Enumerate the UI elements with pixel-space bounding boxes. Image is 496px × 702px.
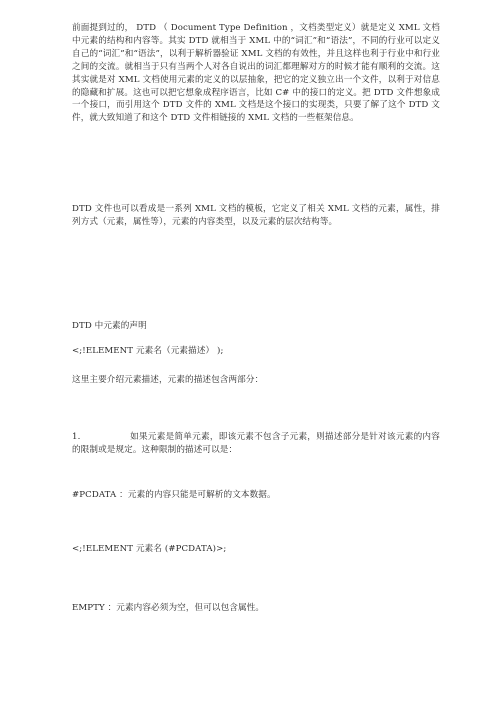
pcdata-declaration-example: <;!ELEMENT 元素名 (#PCDATA)>; (72, 544, 227, 554)
element-declaration-syntax: <;!ELEMENT 元素名（元素描述） ); (72, 346, 224, 356)
list-item (72, 431, 440, 457)
intro-paragraph: 前面提到过的， DTD （ Document Type Definition ，文档类型定义）就是定义 XML 文档中元素的结构和内容等。其实 DTD 就相当于 XML 中的“词汇”和“语法”，不同的行业可以定义自己的“词汇”和“语法”，以利于解析器验证 XML 文档的有效性，并且这样也利于行业中和行业之间的交流。就相当于只有当两个人对各自说出的词汇都理解对方的时候才能有顺利的交流。这其实就是对 XML 文档使用元素的定义的以层抽象，把它的定义独立出一个文件，以利于对信息的隐藏和扩展。这也可以把它想象成程序语言，比如 C# 中的接口的定义。把 DTD 文件想象成一个接口，而引用这个 DTD 文件的 XML 文档是这个接口的实现类，只要了解了这个 DTD 文件，就大致知道了和这个 DTD 文件相链接的 XML 文档的一些框架信息。 (72, 23, 440, 124)
pcdata-description: #PCDATA ：元素的内容只能是可解析的文本数据。 (72, 490, 276, 500)
template-paragraph: DTD 文件也可以看成是一系列 XML 文档的模板，它定义了相关 XML 文档的元素，属性，排列方式（元素，属性等），元素的内容类型，以及元素的层次结构等。 (72, 204, 440, 227)
empty-description: EMPTY ：元素内容必须为空，但可以包含属性。 (72, 603, 265, 613)
list-item-text: 如果元素是简单元素，即该元素不包含子元素，则描述部分是针对该元素的内容的限制或是规定。这种限制的描述可以是： (72, 432, 440, 455)
section-heading: DTD 中元素的声明 (72, 321, 147, 331)
description-intro: 这里主要介绍元素描述，元素的描述包含两部分： (72, 375, 264, 385)
list-item-number: 1. (72, 432, 81, 442)
